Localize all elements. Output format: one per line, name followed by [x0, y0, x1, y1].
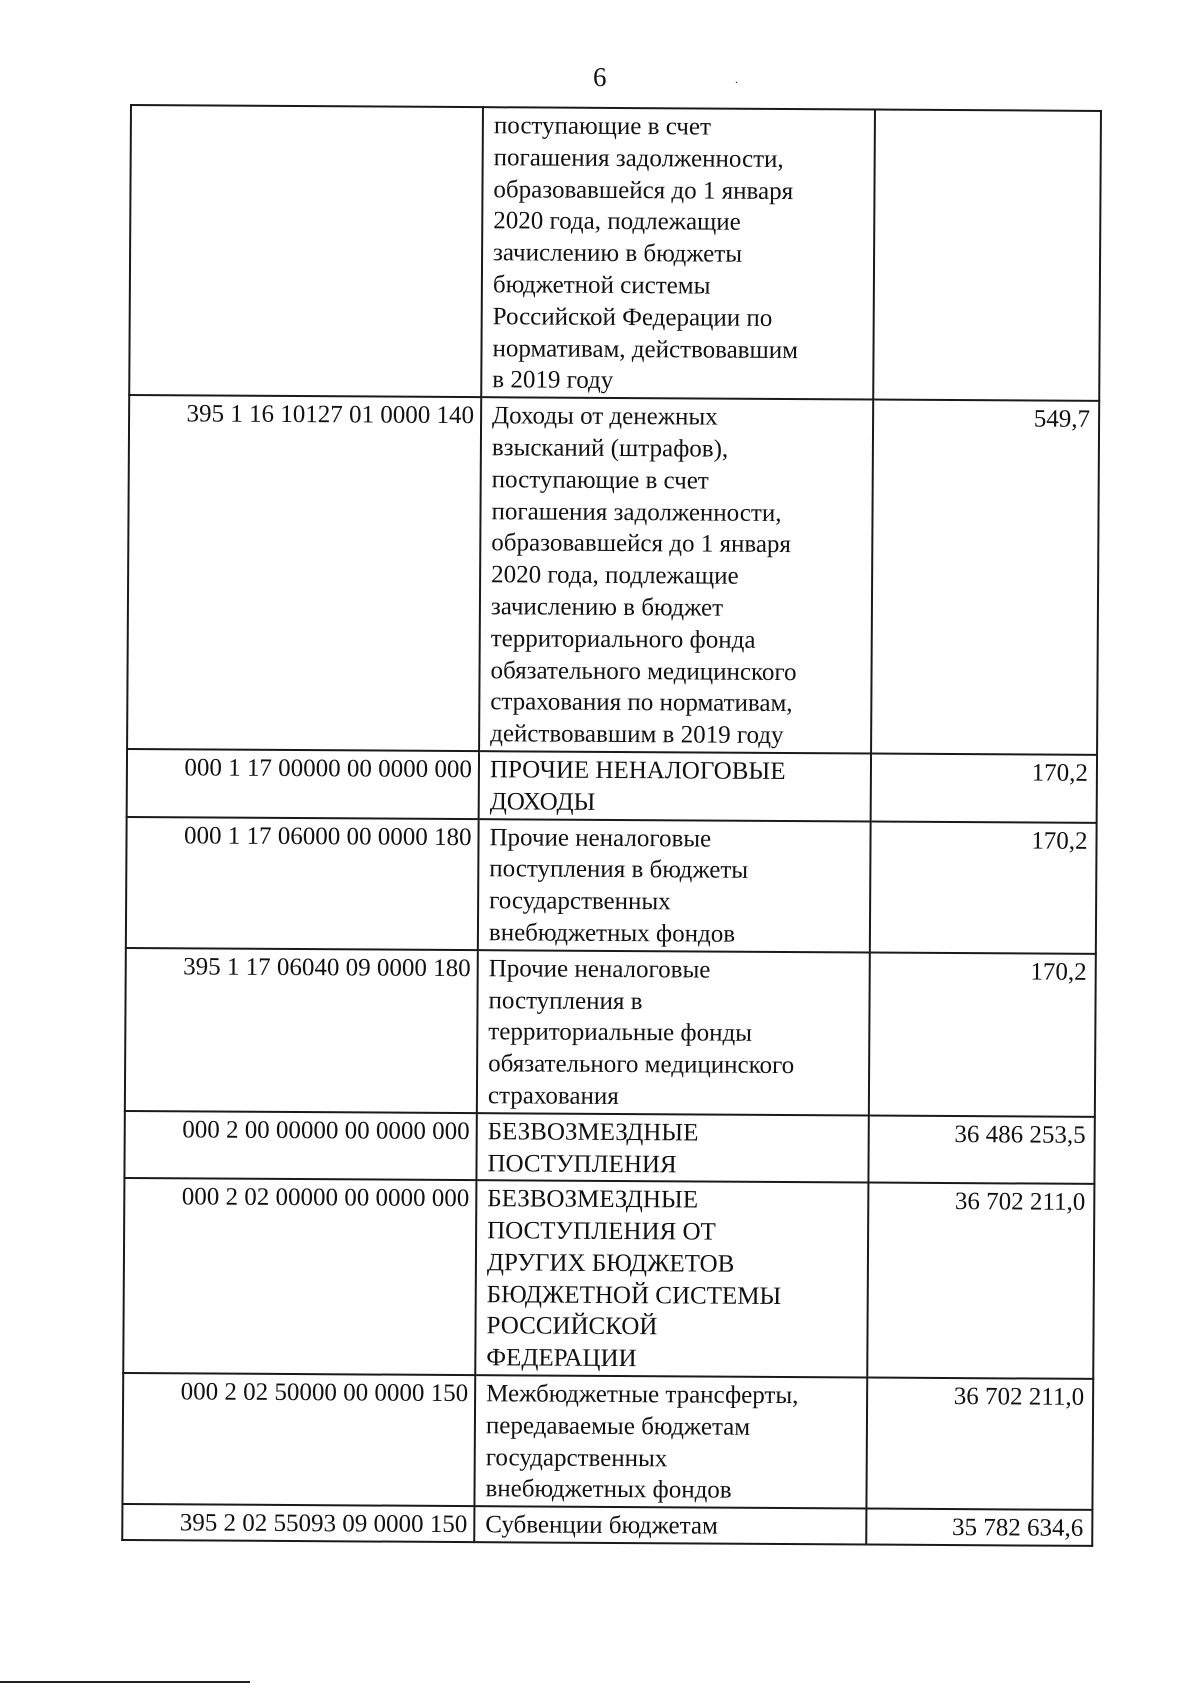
- amount-cell: 170,2: [871, 753, 1097, 822]
- table-row: [126, 817, 1097, 954]
- table-row: [122, 1373, 1093, 1510]
- budget-code-cell: 395 1 16 10127 01 0000 140: [127, 395, 481, 751]
- budget-code-cell: 000 2 02 00000 00 0000 000: [123, 1178, 476, 1375]
- revenue-name-cell: БЕЗВОЗМЕЗДНЫЕ ПОСТУПЛЕНИЯ: [476, 1113, 868, 1183]
- revenue-name-cell: Межбюджетные трансферты, передаваемые бюджетам государственных внебюджетных фондов: [474, 1375, 867, 1509]
- table-row: [129, 105, 1101, 401]
- amount-cell: 36 486 253,5: [868, 1115, 1094, 1184]
- budget-revenue-table: [121, 104, 1102, 1547]
- amount-cell: 36 702 211,0: [867, 1183, 1094, 1379]
- amount-cell: 35 782 634,6: [866, 1509, 1092, 1546]
- revenue-name-cell: Доходы от денежных взысканий (штрафов), поступающие в счет погашения задолженности, образовавшейся до 1 января 2020 года, подлежащие зачислению в бюджет территориального фонда обязательного медицинского страхования по нормативам, действовавшим в 2019 году: [479, 397, 873, 753]
- table-row: [124, 1111, 1094, 1185]
- revenue-name-cell: Прочие неналоговые поступления в бюджеты государственных внебюджетных фондов: [478, 819, 871, 953]
- revenue-name-cell: Субвенции бюджетам: [474, 1506, 866, 1544]
- budget-code-cell: 000 1 17 00000 00 0000 000: [127, 749, 479, 819]
- page-number-value: 6: [593, 62, 607, 92]
- amount-cell: 36 702 211,0: [866, 1378, 1093, 1511]
- page-number: [0, 62, 1200, 93]
- revenue-name-cell: БЕЗВОЗМЕЗДНЫЕ ПОСТУПЛЕНИЯ ОТ ДРУГИХ БЮДЖЕТОВ БЮДЖЕТНОЙ СИСТЕМЫ РОССИЙСКОЙ ФЕДЕРАЦИИ: [475, 1180, 868, 1377]
- budget-code-cell: 395 2 02 55093 09 0000 150: [122, 1504, 474, 1542]
- budget-code-cell: 000 2 00 00000 00 0000 000: [124, 1111, 476, 1181]
- budget-code-cell: 395 1 17 06040 09 0000 180: [125, 948, 478, 1113]
- table-row: [127, 749, 1097, 823]
- amount-cell: 170,2: [869, 952, 1096, 1116]
- revenue-name-cell: Прочие неналоговые поступления в территориальные фонды обязательного медицинского страхования: [477, 950, 870, 1115]
- table-row: [127, 395, 1099, 755]
- amount-cell: 170,2: [870, 821, 1097, 954]
- budget-code-cell: [129, 105, 483, 397]
- amount-cell: 549,7: [871, 400, 1099, 755]
- scan-edge-line: [0, 1681, 250, 1683]
- amount-cell: [873, 110, 1101, 402]
- revenue-name-cell: ПРОЧИЕ НЕНАЛОГОВЫЕ ДОХОДЫ: [479, 751, 871, 821]
- page-mark: .: [735, 72, 739, 86]
- budget-code-cell: 000 2 02 50000 00 0000 150: [122, 1373, 475, 1506]
- budget-code-cell: 000 1 17 06000 00 0000 180: [126, 817, 479, 950]
- table-row: [125, 948, 1096, 1117]
- table-row: [123, 1178, 1094, 1379]
- table-row: [122, 1504, 1092, 1546]
- revenue-name-cell: поступающие в счет погашения задолженности, образовавшейся до 1 января 2020 года, подлежащие зачислению в бюджеты бюджетной системы Российской Федерации по нормативам, действовавшим в 2019 году: [481, 107, 875, 400]
